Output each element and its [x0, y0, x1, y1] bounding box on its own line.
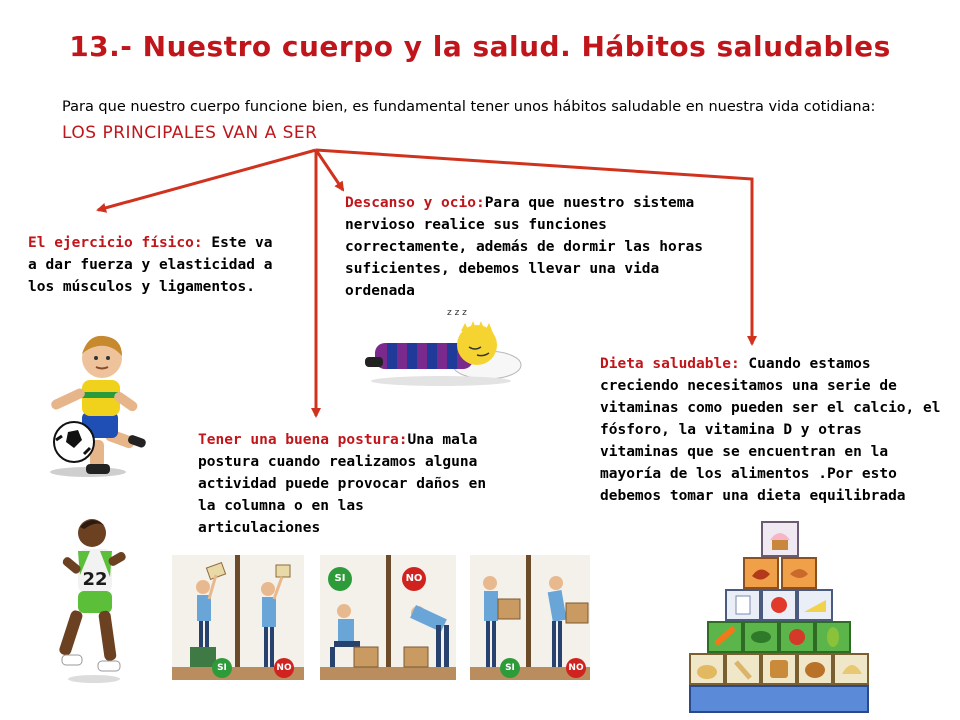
sleeping-boy-illustration: [365, 295, 525, 387]
si-badge: SI: [328, 567, 352, 591]
arrow-to-descanso: [316, 150, 343, 190]
intro-text: Para que nuestro cuerpo funcione bien, es fundamental tener unos hábitos saludable en nuestra vida cotidiana:: [62, 99, 876, 115]
posture-panel-1: [172, 555, 304, 680]
food-pyramid-illustration: [682, 516, 878, 716]
intro-highlight: LOS PRINCIPALES VAN A SER: [62, 123, 318, 143]
runner-number: 22: [82, 569, 108, 590]
sleep-zzz: z z z: [447, 308, 467, 318]
habit-dieta-body: Cuando estamos creciendo necesitamos una serie de vitaminas como pueden ser el calcio, el fósforo, la vitamina D y otras vitaminas que se encuentran en la mayoría de los alimentos .Por esto debemos tomar una dieta equilibrada: [600, 356, 941, 504]
habit-ejercicio-body: Este va a dar fuerza y elasticidad a los músculos y ligamentos.: [28, 235, 273, 295]
habit-postura-body: Una mala postura cuando realizamos alguna actividad puede provocar daños en la columna o en las articulaciones: [198, 432, 487, 536]
habit-postura: [198, 429, 490, 539]
posture-panel-2: [320, 555, 456, 680]
no-badge: NO: [402, 567, 426, 591]
page-title: 13.- Nuestro cuerpo y la salud. Hábitos saludables: [69, 30, 891, 63]
habit-postura-heading: Tener una buena postura:: [198, 432, 408, 448]
no-badge: NO: [566, 658, 586, 678]
habit-descanso-body: Para que nuestro sistema nervioso realice sus funciones correctamente, además de dormir las horas suficientes, debemos llevar una vida ordenada: [345, 195, 703, 299]
habit-ejercicio-heading: El ejercicio físico:: [28, 235, 203, 251]
si-badge: SI: [212, 658, 232, 678]
habit-descanso-heading: Descanso y ocio:: [345, 195, 485, 211]
si-badge: SI: [500, 658, 520, 678]
no-badge: NO: [274, 658, 294, 678]
habit-ejercicio: [28, 232, 280, 298]
habit-dieta-heading: Dieta saludable:: [600, 356, 740, 372]
arrow-to-ejercicio: [98, 150, 316, 210]
habit-descanso: [345, 192, 703, 302]
habit-dieta: [600, 353, 945, 507]
posture-panel-3: [470, 555, 590, 680]
runner-illustration: [58, 515, 130, 685]
soccer-player-illustration: [38, 332, 153, 478]
